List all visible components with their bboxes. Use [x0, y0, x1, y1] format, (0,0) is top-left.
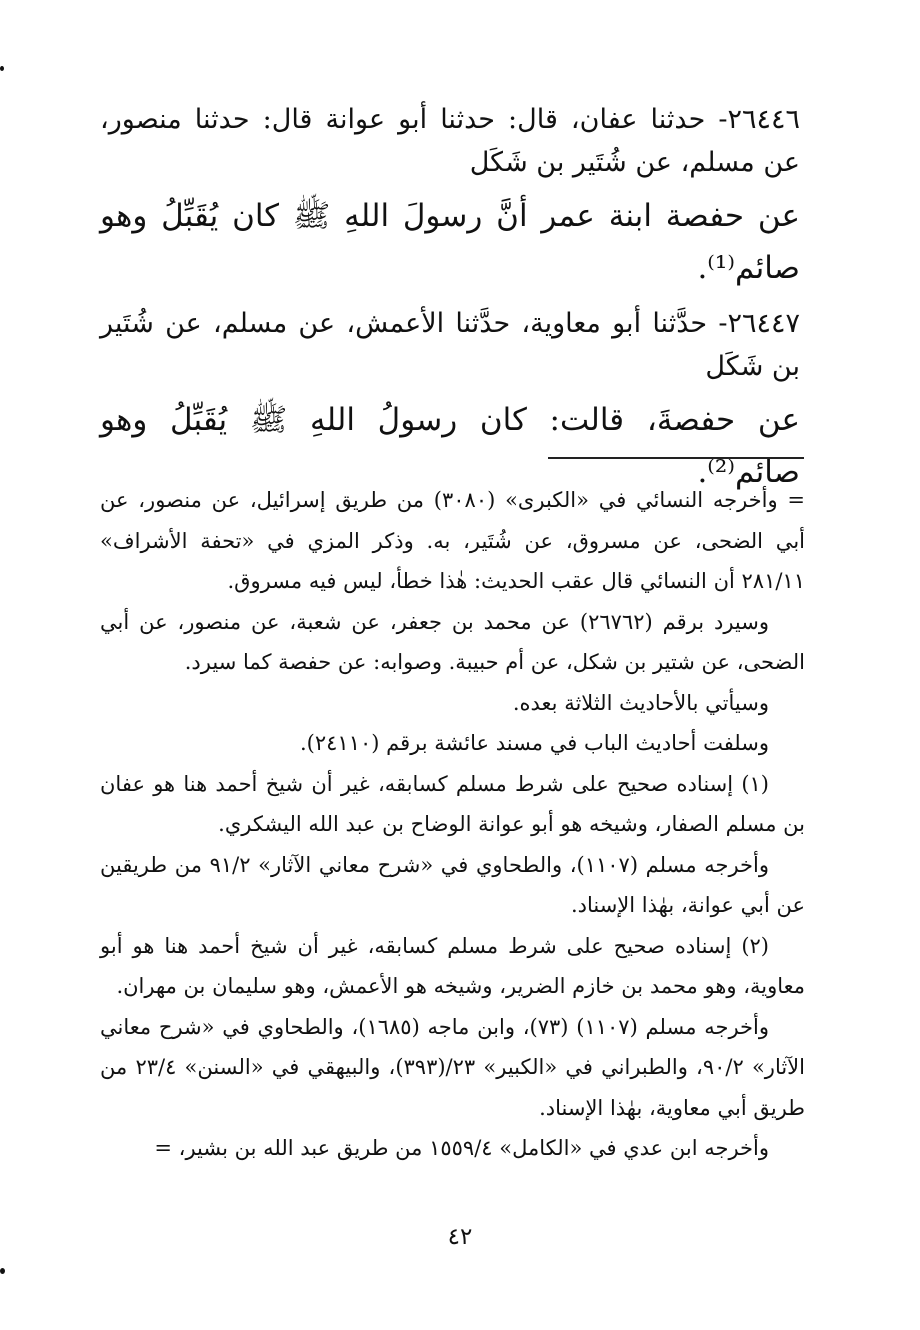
footnote-separator	[548, 457, 804, 459]
hadith-isnad: ٢٦٤٤٦- حدثنا عفان، قال: حدثنا أبو عوانة قال: حدثنا منصور، عن مسلم، عن شُتَير بن شَكَل	[100, 104, 800, 178]
hadith-text	[100, 98, 800, 506]
footnotes	[100, 480, 805, 1169]
hadith-matn: عن حفصة ابنة عمر أنَّ رسولَ اللهِ ﷺ كان يُقَبِّلُ وهو صائم⁽¹⁾.	[100, 198, 800, 286]
page-number: ٤٢	[447, 1224, 473, 1250]
scan-dot-bottom	[0, 1268, 5, 1274]
hadith-matn: عن حفصةَ، قالت: كان رسولُ اللهِ ﷺ يُقَبِّلُ وهو صائم⁽²⁾.	[100, 402, 800, 490]
scan-dot-top	[0, 66, 4, 71]
footnote-paragraph: وسيرد برقم (٢٦٧٦٢) عن محمد بن جعفر، عن شعبة، عن منصور، عن أبي الضحى، عن شتير بن شكل، عن أم حبيبة. وصوابه: عن حفصة كما سيرد.	[100, 609, 805, 674]
footnote-paragraph: وأخرجه مسلم (١١٠٧) (٧٣)، وابن ماجه (١٦٨٥)، والطحاوي في «شرح معاني الآثار» ٩٠/٢، والطبراني في «الكبير» ٢٣/(٣٩٣)، والبيهقي في «السنن» ٢٣/٤ من طريق أبي معاوية، بهٰذا الإسناد.	[100, 1014, 805, 1120]
hadith-isnad: ٢٦٤٤٧- حدَّثنا أبو معاوية، حدَّثنا الأعمش، عن مسلم، عن شُتَير بن شَكَل	[100, 308, 800, 382]
footnote-paragraph: (١) إسناده صحيح على شرط مسلم كسابقه، غير أن شيخ أحمد هنا هو عفان بن مسلم الصفار، وشيخه هو أبو عوانة الوضاح بن عبد الله اليشكري.	[100, 771, 805, 836]
footnote-paragraph: وأخرجه ابن عدي في «الكامل» ١٥٥٩/٤ من طريق عبد الله بن بشير، =	[154, 1136, 769, 1160]
footnote-paragraph: وسيأتي بالأحاديث الثلاثة بعده.	[512, 690, 769, 715]
footnote-paragraph: وأخرجه مسلم (١١٠٧)، والطحاوي في «شرح معاني الآثار» ٩١/٢ من طريقين عن أبي عوانة، بهٰذا الإسناد.	[100, 852, 805, 917]
footnote-paragraph: (٢) إسناده صحيح على شرط مسلم كسابقه، غير أن شيخ أحمد هنا هو أبو معاوية، وهو محمد بن خازم الضرير، وشيخه هو الأعمش، وهو سليمان بن مهران.	[100, 933, 805, 998]
footnote-paragraph: = وأخرجه النسائي في «الكبرى» (٣٠٨٠) من طريق إسرائيل، عن منصور، عن أبي الضحى، عن مسروق، عن شُتَير، به. وذكر المزي في «تحفة الأشراف» ٢٨١/١١ أن النسائي قال عقب الحديث: هٰذا خطأ، ليس فيه مسروق.	[100, 488, 806, 593]
footnote-paragraph: وسلفت أحاديث الباب في مسند عائشة برقم (٢٤١١٠).	[300, 731, 769, 755]
